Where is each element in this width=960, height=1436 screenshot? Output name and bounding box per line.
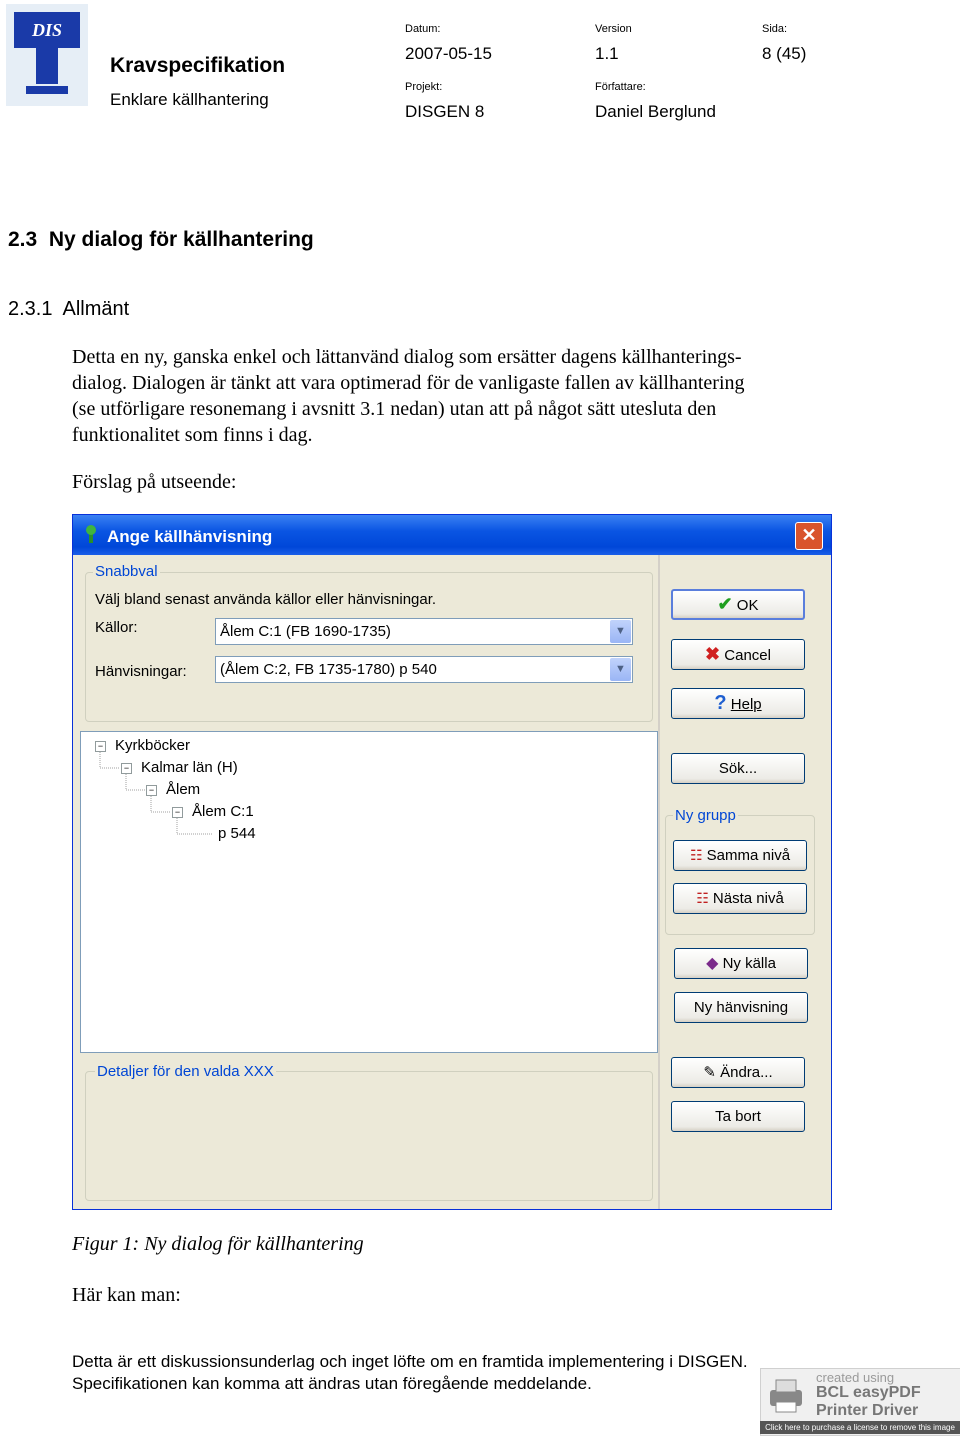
version-label: Version — [595, 23, 632, 35]
edit-document-icon: ✎ — [703, 1064, 716, 1081]
kallor-value: Ålem C:1 (FB 1690-1735) — [220, 623, 391, 640]
cancel-button[interactable] — [671, 639, 805, 670]
tree-node[interactable]: p 544 — [218, 825, 256, 842]
chevron-down-icon[interactable]: ▼ — [610, 658, 631, 681]
snabbval-label: Snabbval — [95, 563, 158, 580]
ny-hanvisning-button[interactable] — [674, 992, 808, 1023]
checkmark-icon: ✔ — [717, 594, 733, 614]
source-tree[interactable] — [80, 731, 658, 1053]
details-group — [85, 1071, 653, 1201]
datum-label: Datum: — [405, 23, 441, 35]
watermark-product: BCL easyPDF — [816, 1384, 921, 1401]
ny-kalla-label: Ny källa — [722, 955, 776, 972]
projekt-label: Projekt: — [405, 81, 443, 93]
version-value: 1.1 — [595, 44, 619, 63]
andra-label: Ändra... — [720, 1064, 773, 1081]
book-icon: ◆ — [706, 955, 719, 972]
samma-niva-button[interactable] — [673, 840, 807, 871]
dis-logo — [6, 4, 88, 106]
logo-text: DIS — [31, 20, 63, 40]
nasta-niva-button[interactable] — [673, 883, 807, 914]
ny-kalla-button[interactable] — [674, 948, 808, 979]
paragraph-line: Detta en ny, ganska enkel och lättanvänd dialog som ersätter dagens källhanterings- — [72, 346, 742, 368]
ok-label: OK — [736, 597, 759, 614]
samma-niva-label: Samma nivå — [706, 847, 791, 864]
watermark-purchase-link[interactable]: Click here to purchase a license to remove this image — [760, 1421, 960, 1434]
forfattare-label: Författare: — [595, 81, 646, 93]
dialog-window — [72, 514, 832, 1210]
help-label: Help — [730, 696, 762, 713]
tree-node[interactable]: Ålem C:1 — [192, 803, 254, 820]
forfattare-value: Daniel Berglund — [595, 102, 716, 121]
hanvisningar-combobox[interactable] — [215, 656, 633, 683]
help-button[interactable] — [671, 688, 805, 719]
section-heading: 2.3 Ny dialog för källhantering — [8, 228, 314, 251]
hanvisningar-label: Hänvisningar: — [95, 663, 187, 680]
document-subtitle: Enklare källhantering — [110, 90, 269, 109]
ok-button[interactable] — [671, 589, 805, 620]
nasta-niva-label: Nästa nivå — [712, 890, 784, 907]
tree-expander[interactable]: − — [121, 763, 132, 774]
paragraph-line: (se utförligare resonemang i avsnitt 3.1 nedan) utan att på något sätt utesluta den — [72, 398, 717, 420]
cross-icon: ✖ — [705, 644, 721, 664]
sok-label: Sök... — [718, 760, 758, 777]
paragraph-line: dialog. Dialogen är tänkt att vara optimerad för de vanligaste fallen av källhantering — [72, 372, 745, 394]
tree-expander[interactable]: − — [172, 807, 183, 818]
snabbval-instruction: Välj bland senast använda källor eller hänvisningar. — [95, 591, 437, 608]
andra-button[interactable] — [671, 1057, 805, 1088]
details-label: Detaljer för den valda XXX — [97, 1063, 274, 1080]
projekt-value: DISGEN 8 — [405, 102, 485, 121]
document-title: Kravspecifikation — [110, 54, 286, 77]
paragraph-line: funktionalitet som finns i dag. — [72, 424, 313, 446]
sibling-node-icon: ☷ — [689, 847, 703, 863]
chevron-down-icon[interactable]: ▼ — [610, 620, 631, 643]
dialog-title: Ange källhänvisning — [107, 527, 273, 546]
panel-divider — [658, 555, 660, 1209]
close-icon[interactable]: ✕ — [795, 522, 823, 550]
footer-line1: Detta är ett diskussionsunderlag och inget löfte om en framtida implementering i DISGEN. — [72, 1352, 748, 1371]
dialog-app-icon — [81, 525, 101, 550]
datum-value: 2007-05-15 — [405, 44, 492, 63]
printer-icon — [766, 1376, 806, 1419]
tree-expander[interactable]: − — [146, 785, 157, 796]
sok-button[interactable] — [671, 753, 805, 784]
figure-caption: Figur 1: Ny dialog för källhantering — [72, 1233, 364, 1255]
dialog-titlebar — [73, 515, 831, 555]
child-node-icon: ☷ — [696, 890, 709, 906]
ta-bort-button[interactable] — [671, 1101, 805, 1132]
sida-label: Sida: — [762, 23, 788, 35]
ny-grupp-group — [665, 815, 815, 935]
watermark-driver: Printer Driver — [816, 1402, 919, 1419]
subsection-heading: 2.3.1 Allmänt — [8, 298, 130, 320]
ny-grupp-label: Ny grupp — [675, 807, 736, 824]
tree-node[interactable]: Kalmar län (H) — [141, 759, 238, 776]
question-icon: ? — [714, 692, 727, 714]
sida-value: 8 (45) — [762, 44, 807, 63]
proposal-text: Förslag på utseende: — [72, 471, 237, 493]
after-caption-text: Här kan man: — [72, 1284, 181, 1306]
kallor-label: Källor: — [95, 619, 138, 636]
ny-hanvisning-label: Ny hänvisning — [693, 999, 789, 1016]
ta-bort-label: Ta bort — [715, 1108, 761, 1125]
tree-node[interactable]: Kyrkböcker — [115, 737, 191, 754]
hanvisningar-value: (Ålem C:2, FB 1735-1780) p 540 — [220, 661, 437, 678]
watermark-created: created using — [816, 1370, 895, 1385]
footer-line2: Specifikationen kan komma att ändras utan föregående meddelande. — [72, 1374, 592, 1393]
tree-expander[interactable]: − — [95, 741, 106, 752]
kallor-combobox[interactable] — [215, 618, 633, 645]
cancel-label: Cancel — [724, 647, 771, 664]
tree-node[interactable]: Ålem — [166, 781, 201, 798]
